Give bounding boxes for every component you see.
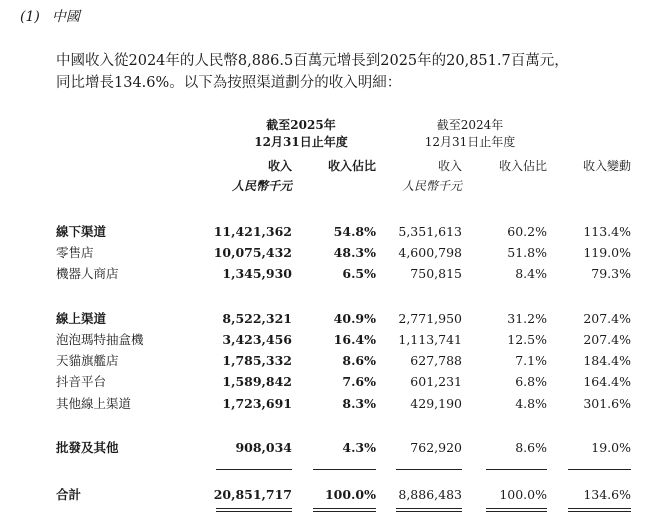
revenue-2025-value: 908,034: [235, 440, 292, 455]
row-label: 其他線上渠道: [56, 396, 132, 411]
rule-change-top: [568, 469, 631, 470]
revenue-2024-value: 750,815: [410, 266, 462, 281]
change-value: 184.4%: [583, 353, 631, 368]
section-heading: [20, 6, 80, 26]
share-2025-value: 8.6%: [342, 353, 376, 368]
section-number: (1): [20, 9, 40, 25]
revenue-2024-value: 1,113,741: [398, 332, 462, 347]
rule-revenue-2024-bottom-1: [396, 508, 462, 509]
share-2024-value: 8.6%: [515, 440, 547, 455]
revenue-2024-value: 2,771,950: [398, 311, 462, 326]
row-label: 零售店: [56, 245, 94, 260]
rule-share-2025-bottom-2: [313, 511, 376, 512]
summary-paragraph: [56, 50, 646, 94]
share-2024-value: 12.5%: [507, 332, 547, 347]
revenue-2025-value: 3,423,456: [222, 332, 292, 347]
row-label: 泡泡瑪特抽盒機: [56, 332, 144, 347]
rule-change-bottom-1: [568, 508, 631, 509]
period-2025-line-1: 截至2025年: [266, 118, 336, 132]
col-revenue-2024: 收入: [437, 159, 462, 173]
total-label: 合計: [56, 487, 82, 502]
rule-revenue-2025-bottom-2: [216, 511, 292, 512]
period-2024-line-1: 截至2024年: [436, 118, 504, 132]
revenue-2024-value: 601,231: [410, 374, 462, 389]
share-2025-value: 54.8%: [333, 224, 376, 239]
paragraph-line-1: 中國收入從2024年的人民幣8,886.5百萬元增長到2025年的20,851.7百萬元，: [56, 53, 569, 69]
row-label: 抖音平台: [56, 374, 107, 389]
rule-revenue-2025-bottom-1: [216, 508, 292, 509]
row-label: 線上渠道: [56, 311, 107, 326]
share-2024-value: 7.1%: [515, 353, 547, 368]
share-2025-value: 8.3%: [342, 396, 376, 411]
revenue-2024-value: 762,920: [410, 440, 462, 455]
change-value: 301.6%: [583, 396, 631, 411]
share-2024-value: 31.2%: [507, 311, 547, 326]
period-2024-header: [395, 117, 545, 151]
row-label: 機器人商店: [56, 266, 119, 281]
table-row: [0, 438, 653, 458]
table-row: [0, 330, 653, 350]
table-row: [0, 264, 653, 284]
change-value: 119.0%: [583, 245, 631, 260]
total-share-2024: 100.0%: [499, 487, 547, 502]
rule-change-bottom-2: [568, 511, 631, 512]
total-revenue-2024: 8,886,483: [398, 487, 462, 502]
unit-2024: 人民幣千元: [401, 179, 462, 193]
unit-2025: 人民幣千元: [231, 179, 292, 193]
table-row: [0, 243, 653, 263]
row-label: 線下渠道: [56, 224, 107, 239]
total-change: 134.6%: [583, 487, 631, 502]
row-label: 天貓旗艦店: [56, 353, 119, 368]
change-value: 207.4%: [583, 311, 631, 326]
change-value: 79.3%: [591, 266, 631, 281]
revenue-2024-value: 4,600,798: [398, 245, 462, 260]
revenue-2025-value: 1,345,930: [222, 266, 292, 281]
rule-revenue-2024-top: [396, 469, 462, 470]
share-2025-value: 6.5%: [342, 266, 376, 281]
share-2024-value: 60.2%: [507, 224, 547, 239]
revenue-2024-value: 429,190: [410, 396, 462, 411]
share-2025-value: 16.4%: [333, 332, 376, 347]
section-title: 中國: [51, 9, 80, 25]
period-2025-line-2: 12月31日止年度: [254, 135, 348, 149]
revenue-2025-value: 1,723,691: [222, 396, 292, 411]
revenue-2025-value: 1,785,332: [222, 353, 292, 368]
rule-revenue-2024-bottom-2: [396, 511, 462, 512]
col-change: 收入變動: [582, 159, 631, 173]
table-row: [0, 351, 653, 371]
col-revenue-2025: 收入: [267, 159, 292, 173]
share-2024-value: 4.8%: [515, 396, 547, 411]
share-2025-value: 4.3%: [342, 440, 376, 455]
paragraph-line-2: 同比增長134.6%。以下為按照渠道劃分的收入明細：: [56, 75, 402, 91]
rule-share-2024-top: [486, 469, 547, 470]
total-revenue-2025: 20,851,717: [213, 487, 292, 502]
share-2024-value: 6.8%: [515, 374, 547, 389]
revenue-2025-value: 1,589,842: [222, 374, 292, 389]
period-2024-line-2: 12月31日止年度: [424, 135, 516, 149]
rule-share-2025-bottom-1: [313, 508, 376, 509]
revenue-2024-value: 627,788: [410, 353, 462, 368]
change-value: 164.4%: [583, 374, 631, 389]
rule-revenue-2025-top: [216, 469, 292, 470]
change-value: 113.4%: [583, 224, 631, 239]
share-2024-value: 51.8%: [507, 245, 547, 260]
change-value: 19.0%: [591, 440, 631, 455]
row-label: 批發及其他: [56, 440, 119, 455]
revenue-2024-value: 5,351,613: [398, 224, 462, 239]
revenue-2025-value: 8,522,321: [222, 311, 292, 326]
col-share-2025: 收入佔比: [327, 159, 376, 173]
table-row: [0, 372, 653, 392]
share-2025-value: 7.6%: [342, 374, 376, 389]
revenue-2025-value: 10,075,432: [213, 245, 292, 260]
table-row: [0, 222, 653, 242]
table-row: [0, 394, 653, 414]
col-share-2024: 收入佔比: [498, 159, 547, 173]
table-row: [0, 309, 653, 329]
rule-share-2024-bottom-2: [486, 511, 547, 512]
rule-share-2025-top: [313, 469, 376, 470]
share-2025-value: 48.3%: [333, 245, 376, 260]
change-value: 207.4%: [583, 332, 631, 347]
rule-share-2024-bottom-1: [486, 508, 547, 509]
revenue-2025-value: 11,421,362: [213, 224, 292, 239]
share-2025-value: 40.9%: [333, 311, 376, 326]
table-row-total: [0, 485, 653, 505]
period-2025-header: [226, 117, 376, 151]
share-2024-value: 8.4%: [515, 266, 547, 281]
total-share-2025: 100.0%: [324, 487, 376, 502]
